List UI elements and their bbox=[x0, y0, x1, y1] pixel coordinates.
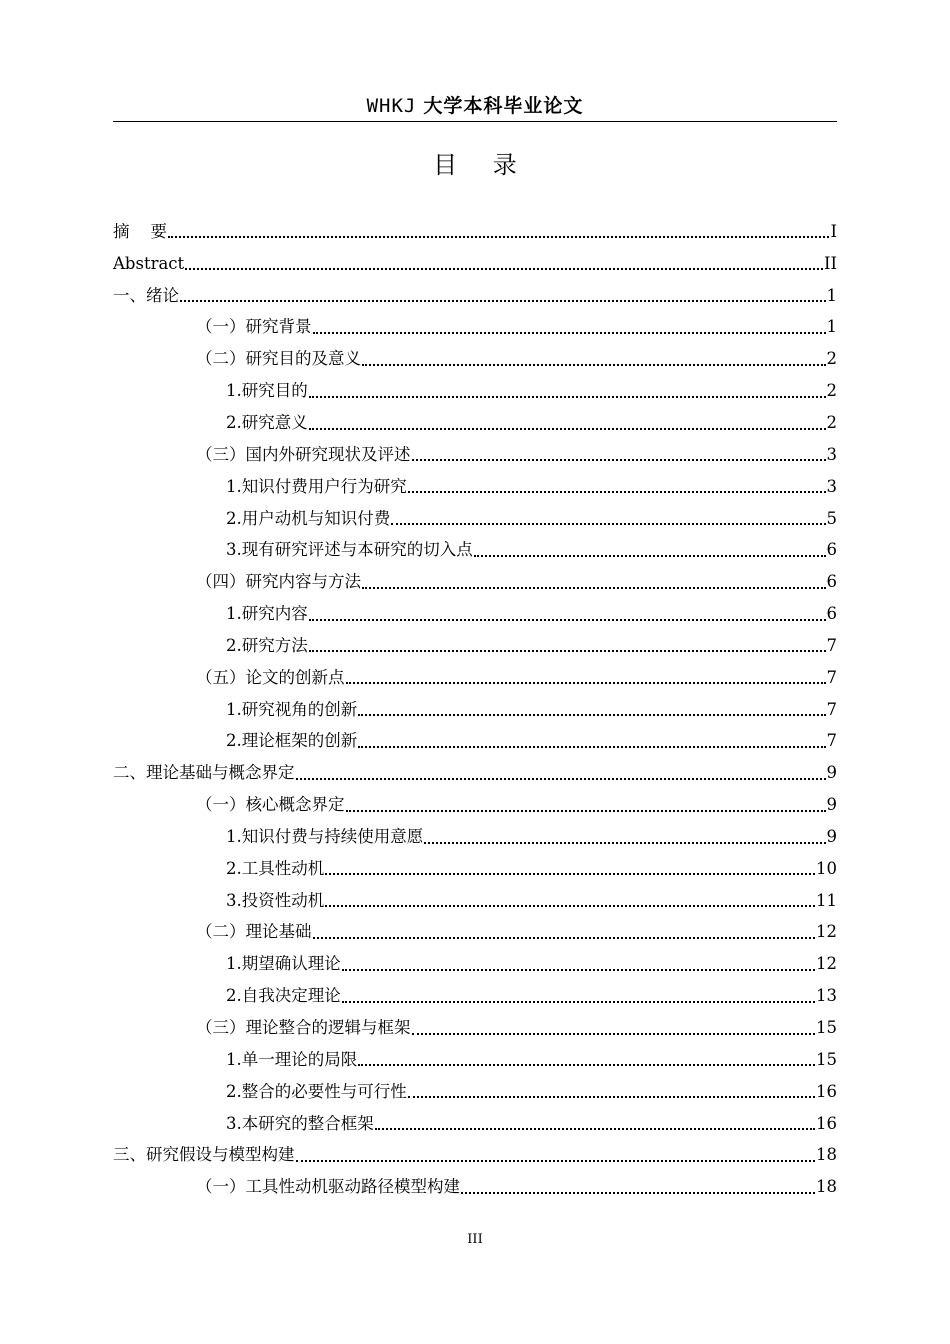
toc-entry-page: 6 bbox=[826, 540, 837, 560]
toc-entry[interactable] bbox=[113, 694, 837, 726]
dot-leader bbox=[346, 666, 826, 689]
toc-entry-page: 5 bbox=[826, 508, 837, 528]
toc-entry[interactable] bbox=[113, 1139, 837, 1171]
toc-entry[interactable] bbox=[113, 980, 837, 1012]
toc-entry-page: 18 bbox=[816, 1145, 837, 1165]
toc-entry-page: II bbox=[823, 253, 837, 273]
toc-entry-page: 2 bbox=[826, 381, 837, 401]
dot-leader bbox=[474, 539, 826, 562]
toc-entry[interactable] bbox=[113, 439, 837, 471]
header-latin: WHKJ bbox=[366, 95, 417, 117]
toc-entry[interactable] bbox=[113, 471, 837, 503]
toc-entry-label: 1.期望确认理论 bbox=[226, 954, 341, 974]
toc-entry[interactable] bbox=[113, 1044, 837, 1076]
toc-entry-page: 1 bbox=[826, 285, 837, 305]
toc-entry[interactable] bbox=[113, 1076, 837, 1108]
toc-entry-page: 6 bbox=[826, 572, 837, 592]
toc-entry-label: （三）理论整合的逻辑与框架 bbox=[196, 1018, 411, 1038]
dot-leader bbox=[180, 284, 826, 307]
toc-entry-page: 18 bbox=[816, 1177, 837, 1197]
toc-entry[interactable] bbox=[113, 853, 837, 885]
toc-entry[interactable] bbox=[113, 407, 837, 439]
toc-entry-page: 9 bbox=[826, 795, 837, 815]
toc-entry-page: 2 bbox=[826, 412, 837, 432]
dot-leader bbox=[461, 1176, 815, 1199]
dot-leader bbox=[358, 730, 825, 753]
dot-leader bbox=[342, 985, 815, 1008]
dot-leader bbox=[309, 603, 826, 626]
toc-entry[interactable] bbox=[113, 630, 837, 662]
toc-title: 目 录 bbox=[433, 151, 531, 179]
toc-entry[interactable] bbox=[113, 503, 837, 535]
dot-leader bbox=[325, 889, 815, 912]
toc-entry-label: 2.研究方法 bbox=[226, 635, 308, 655]
toc-entry[interactable] bbox=[113, 280, 837, 312]
toc-entry-page: 15 bbox=[816, 1018, 837, 1038]
toc-entry[interactable] bbox=[113, 1108, 837, 1140]
dot-leader bbox=[325, 857, 815, 880]
toc-entry-label: 3.现有研究评述与本研究的切入点 bbox=[226, 540, 473, 560]
toc-entry-label: 三、研究假设与模型构建 bbox=[113, 1145, 295, 1165]
dot-leader bbox=[309, 411, 826, 434]
toc-entry-page: I bbox=[830, 221, 837, 241]
dot-leader bbox=[296, 1144, 816, 1167]
toc-entry-page: 11 bbox=[816, 890, 837, 910]
toc-entry-page: 6 bbox=[826, 604, 837, 624]
toc-entry-page: 3 bbox=[826, 444, 837, 464]
toc-entry-page: 7 bbox=[826, 699, 837, 719]
toc-entry-page: 9 bbox=[826, 826, 837, 846]
toc-entry-label: 2.研究意义 bbox=[226, 412, 308, 432]
toc-entry[interactable] bbox=[113, 789, 837, 821]
toc-entry-label: （一）工具性动机驱动路径模型构建 bbox=[196, 1177, 460, 1197]
toc-entry-label: 1.单一理论的局限 bbox=[226, 1049, 358, 1069]
toc-entry-page: 9 bbox=[826, 763, 837, 783]
toc-entry-page: 2 bbox=[826, 349, 837, 369]
toc-entry-page: 7 bbox=[826, 635, 837, 655]
dot-leader bbox=[296, 762, 826, 785]
toc-entry[interactable] bbox=[113, 375, 837, 407]
toc-entry-label: 2.整合的必要性与可行性 bbox=[226, 1081, 407, 1101]
toc-entry[interactable] bbox=[113, 821, 837, 853]
toc-entry[interactable] bbox=[113, 1012, 837, 1044]
table-of-contents bbox=[113, 216, 837, 1203]
toc-entry-label: 3.投资性动机 bbox=[226, 890, 325, 910]
dot-leader bbox=[309, 380, 826, 403]
toc-entry-page: 3 bbox=[826, 476, 837, 496]
dot-leader bbox=[424, 825, 825, 848]
toc-entry-label: Abstract bbox=[113, 253, 185, 273]
toc-entry[interactable] bbox=[113, 312, 837, 344]
header-rule bbox=[113, 121, 837, 122]
toc-entry-label: 2.工具性动机 bbox=[226, 858, 325, 878]
toc-entry-page: 13 bbox=[816, 986, 837, 1006]
toc-entry[interactable] bbox=[113, 343, 837, 375]
dot-leader bbox=[391, 507, 825, 530]
toc-entry-label: （四）研究内容与方法 bbox=[196, 572, 361, 592]
toc-entry-label: 3.本研究的整合框架 bbox=[226, 1113, 374, 1133]
toc-entry-label: 2.自我决定理论 bbox=[226, 986, 341, 1006]
toc-entry[interactable] bbox=[113, 948, 837, 980]
dot-leader bbox=[412, 1016, 816, 1039]
dot-leader bbox=[168, 220, 829, 243]
toc-entry-label: 1.研究视角的创新 bbox=[226, 699, 358, 719]
toc-entry[interactable] bbox=[113, 216, 837, 248]
toc-entry-label: 1.知识付费与持续使用意愿 bbox=[226, 826, 424, 846]
toc-entry-label: （一）研究背景 bbox=[196, 317, 312, 337]
dot-leader bbox=[346, 794, 826, 817]
toc-entry[interactable] bbox=[113, 534, 837, 566]
toc-entry[interactable] bbox=[113, 757, 837, 789]
toc-entry[interactable] bbox=[113, 1171, 837, 1203]
dot-leader bbox=[358, 698, 825, 721]
toc-entry-label: 2.理论框架的创新 bbox=[226, 731, 358, 751]
toc-entry-page: 1 bbox=[826, 317, 837, 337]
toc-entry-label: 1.研究内容 bbox=[226, 604, 308, 624]
toc-entry-page: 7 bbox=[826, 731, 837, 751]
toc-entry[interactable] bbox=[113, 917, 837, 949]
dot-leader bbox=[185, 252, 823, 275]
toc-entry-label: 1.知识付费用户行为研究 bbox=[226, 476, 407, 496]
toc-entry[interactable] bbox=[113, 885, 837, 917]
dot-leader bbox=[358, 1048, 815, 1071]
toc-entry-page: 12 bbox=[816, 954, 837, 974]
dot-leader bbox=[362, 571, 826, 594]
dot-leader bbox=[412, 443, 826, 466]
dot-leader bbox=[313, 921, 816, 944]
header-cjk: 大学本科毕业论文 bbox=[423, 95, 584, 117]
toc-entry-label: 1.研究目的 bbox=[226, 381, 308, 401]
toc-entry-label: （五）论文的创新点 bbox=[196, 667, 345, 687]
toc-entry[interactable] bbox=[113, 566, 837, 598]
toc-entry-label: 一、绪论 bbox=[113, 285, 179, 305]
toc-entry-page: 10 bbox=[816, 858, 837, 878]
toc-entry[interactable] bbox=[113, 726, 837, 758]
toc-entry-label: （二）研究目的及意义 bbox=[196, 349, 361, 369]
page-number: III bbox=[467, 1232, 483, 1247]
dot-leader bbox=[408, 475, 826, 498]
toc-entry[interactable] bbox=[113, 598, 837, 630]
toc-entry[interactable] bbox=[113, 662, 837, 694]
toc-entry-page: 16 bbox=[816, 1081, 837, 1101]
toc-entry[interactable] bbox=[113, 248, 837, 280]
toc-entry-page: 16 bbox=[816, 1113, 837, 1133]
running-header bbox=[113, 94, 837, 118]
dot-leader bbox=[408, 1080, 815, 1103]
dot-leader bbox=[362, 348, 826, 371]
dot-leader bbox=[375, 1112, 815, 1135]
toc-entry-label: （二）理论基础 bbox=[196, 922, 312, 942]
dot-leader bbox=[342, 953, 815, 976]
toc-entry-page: 15 bbox=[816, 1049, 837, 1069]
dot-leader bbox=[309, 634, 826, 657]
toc-entry-page: 7 bbox=[826, 667, 837, 687]
toc-entry-label: （一）核心概念界定 bbox=[196, 795, 345, 815]
toc-entry-label: 二、理论基础与概念界定 bbox=[113, 763, 295, 783]
toc-entry-page: 12 bbox=[816, 922, 837, 942]
toc-entry-label: 摘 要 bbox=[113, 221, 167, 241]
toc-entry-label: （三）国内外研究现状及评述 bbox=[196, 444, 411, 464]
toc-entry-label: 2.用户动机与知识付费 bbox=[226, 508, 391, 528]
dot-leader bbox=[313, 316, 826, 339]
